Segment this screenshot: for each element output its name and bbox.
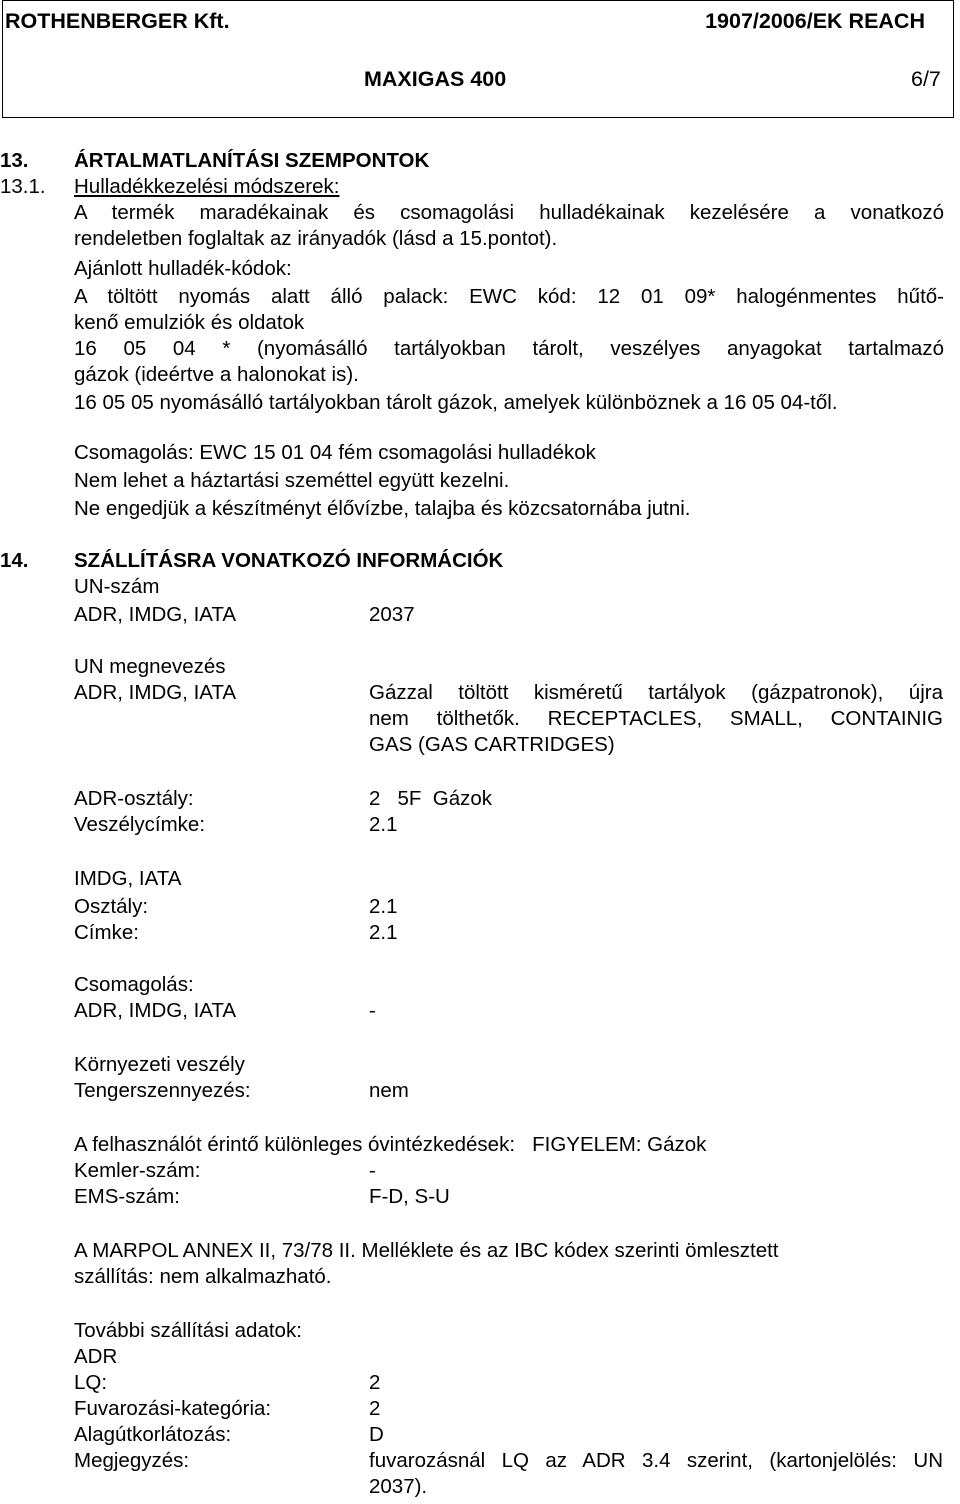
kemler-label: Kemler-szám:	[74, 1159, 201, 1182]
packaging-value: -	[369, 999, 376, 1022]
un-name-line-2: nem tölthetők. RECEPTACLES, SMALL, CONTAINIG	[369, 707, 943, 730]
ems-value: F-D, S-U	[369, 1185, 450, 1208]
waste-code-2-line-2: gázok (ideértve a halonokat is).	[74, 363, 359, 386]
section-14-title: SZÁLLÍTÁSRA VONATKOZÓ INFORMÁCIÓK	[74, 549, 504, 572]
imdg-iata-label: IMDG, IATA	[74, 867, 182, 890]
disposal-text-line-2: rendeletben foglaltak az irányadók (lásd a 15.pontot).	[74, 227, 558, 250]
remark-label: Megjegyzés:	[74, 1449, 190, 1472]
class-label: Osztály:	[74, 895, 149, 918]
label-label: Címke:	[74, 921, 139, 944]
further-transport-label: További szállítási adatok:	[74, 1319, 302, 1342]
section-14-number: 14.	[0, 549, 29, 572]
adr-class-value: 2 5F Gázok	[369, 787, 493, 810]
tunnel-restriction-label: Alagútkorlátozás:	[74, 1423, 232, 1446]
tunnel-restriction-value: D	[369, 1423, 384, 1446]
un-name-line-3: GAS (GAS CARTRIDGES)	[369, 733, 615, 756]
marpol-line-2: szállítás: nem alkalmazható.	[74, 1265, 332, 1288]
waste-code-2-line-1: 16 05 04 * (nyomásálló tartályokban tárolt, veszélyes anyagokat tartalmazó	[74, 337, 944, 360]
subsection-13-1-title: Hulladékkezelési módszerek:	[74, 175, 340, 198]
regulation-ref: 1907/2006/EK REACH	[705, 9, 925, 33]
marine-pollutant-label: Tengerszennyezés:	[74, 1079, 251, 1102]
un-number-value: 2037	[369, 603, 415, 626]
un-number-modes: ADR, IMDG, IATA	[74, 603, 237, 626]
un-number-label: UN-szám	[74, 575, 160, 598]
label-value: 2.1	[369, 921, 398, 944]
subsection-13-1-number: 13.1.	[0, 175, 46, 198]
un-name-label: UN megnevezés	[74, 655, 226, 678]
marine-pollutant-value: nem	[369, 1079, 409, 1102]
environmental-hazard-label: Környezeti veszély	[74, 1053, 245, 1076]
ems-label: EMS-szám:	[74, 1185, 180, 1208]
transport-category-value: 2	[369, 1397, 381, 1420]
transport-category-label: Fuvarozási-kategória:	[74, 1397, 272, 1420]
adr-class-label: ADR-osztály:	[74, 787, 194, 810]
class-value: 2.1	[369, 895, 398, 918]
hazard-label-label: Veszélycímke:	[74, 813, 206, 836]
waste-code-1-line-2: kenő emulziók és oldatok	[74, 311, 305, 334]
waste-code-1-line-1: A töltött nyomás alatt álló palack: EWC kód: 12 01 09* halogénmentes hűtő-	[74, 285, 944, 308]
remark-line-2: 2037).	[369, 1475, 428, 1498]
adr-label: ADR	[74, 1345, 118, 1368]
un-name-modes: ADR, IMDG, IATA	[74, 681, 237, 704]
page-number: 6/7	[911, 67, 941, 91]
environment-note: Ne engedjük a készítményt élővízbe, talajba és közcsatornába jutni.	[74, 497, 691, 520]
section-13-title: ÁRTALMATLANÍTÁSI SZEMPONTOK	[74, 149, 430, 172]
special-precautions: A felhasználót érintő különleges óvintézkedések: FIGYELEM: Gázok	[74, 1133, 707, 1156]
packaging-label: Csomagolás:	[74, 973, 194, 996]
packaging-code: Csomagolás: EWC 15 01 04 fém csomagolási hulladékok	[74, 441, 596, 464]
hazard-label-value: 2.1	[369, 813, 398, 836]
marpol-line-1: A MARPOL ANNEX II, 73/78 II. Melléklete és az IBC kódex szerinti ömlesztett	[74, 1239, 779, 1262]
product-name: MAXIGAS 400	[364, 67, 507, 91]
disposal-text-line-1: A termék maradékainak és csomagolási hulladékainak kezelésére a vonatkozó	[74, 201, 944, 224]
company-name: ROTHENBERGER Kft.	[5, 9, 230, 33]
waste-codes-title: Ajánlott hulladék-kódok:	[74, 257, 292, 280]
waste-code-3: 16 05 05 nyomásálló tartályokban tárolt gázok, amelyek különböznek a 16 05 04-től.	[74, 391, 838, 414]
page-header	[2, 0, 954, 118]
lq-label: LQ:	[74, 1371, 108, 1394]
lq-value: 2	[369, 1371, 381, 1394]
remark-line-1: fuvarozásnál LQ az ADR 3.4 szerint, (kartonjelölés: UN	[369, 1449, 943, 1472]
section-13-number: 13.	[0, 149, 29, 172]
kemler-value: -	[369, 1159, 376, 1182]
packaging-modes: ADR, IMDG, IATA	[74, 999, 237, 1022]
household-note: Nem lehet a háztartási szeméttel együtt kezelni.	[74, 469, 510, 492]
un-name-line-1: Gázzal töltött kisméretű tartályok (gázpatronok), újra	[369, 681, 943, 704]
